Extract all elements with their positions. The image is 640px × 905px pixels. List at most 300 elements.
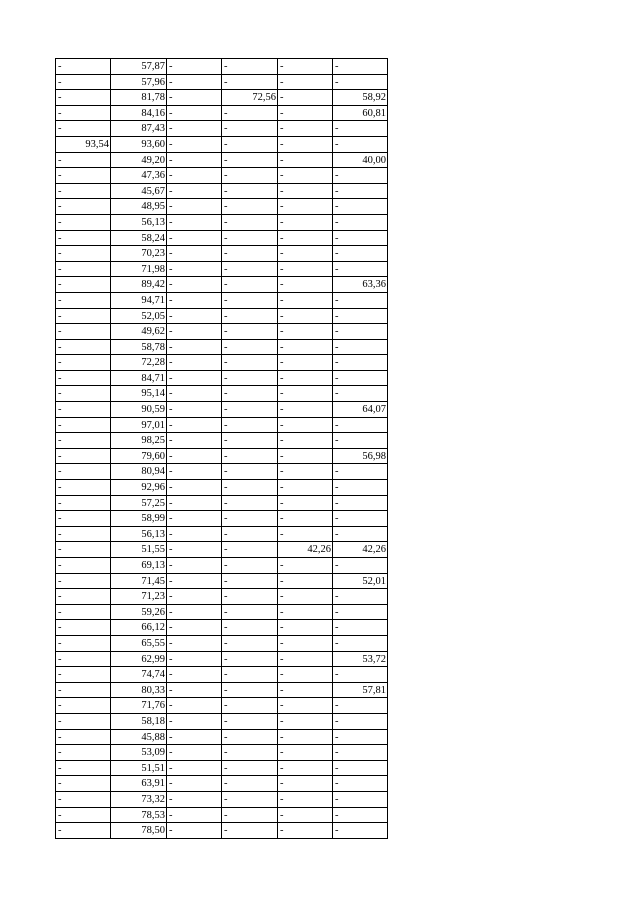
table-cell: - (56, 168, 111, 184)
table-row (56, 683, 388, 699)
table-cell: - (278, 433, 333, 449)
table-row (56, 558, 388, 574)
table-cell: - (222, 683, 278, 699)
table-cell: - (278, 355, 333, 371)
table-cell: - (333, 433, 388, 449)
table-cell: - (56, 527, 111, 543)
table-cell: - (278, 808, 333, 824)
table-cell: - (278, 449, 333, 465)
table-cell: 66,12 (111, 620, 167, 636)
table-cell: 93,54 (56, 137, 111, 153)
table-cell: - (333, 480, 388, 496)
table-cell: - (333, 199, 388, 215)
table-cell: 70,23 (111, 246, 167, 262)
table-cell: 84,71 (111, 371, 167, 387)
table-cell: - (56, 59, 111, 75)
table-cell: - (278, 340, 333, 356)
table-cell: - (333, 761, 388, 777)
table-row (56, 730, 388, 746)
table-cell: - (222, 542, 278, 558)
table-cell: 45,88 (111, 730, 167, 746)
table-cell: - (167, 90, 222, 106)
table-cell: 45,67 (111, 184, 167, 200)
table-cell: - (333, 808, 388, 824)
table-cell: - (333, 75, 388, 91)
table-row (56, 153, 388, 169)
data-table (55, 58, 388, 839)
table-cell: - (333, 698, 388, 714)
table-row (56, 215, 388, 231)
table-row (56, 199, 388, 215)
table-cell: - (56, 823, 111, 839)
table-row (56, 324, 388, 340)
table-cell: - (56, 745, 111, 761)
table-cell: - (278, 620, 333, 636)
table-cell: - (278, 231, 333, 247)
table-row (56, 511, 388, 527)
table-cell: 81,78 (111, 90, 167, 106)
table-cell: - (222, 761, 278, 777)
table-cell: - (56, 480, 111, 496)
table-cell: - (167, 449, 222, 465)
table-cell: 93,60 (111, 137, 167, 153)
table-cell: - (167, 386, 222, 402)
table-cell: - (167, 168, 222, 184)
table-cell: - (167, 714, 222, 730)
table-cell: 95,14 (111, 386, 167, 402)
table-cell: - (333, 730, 388, 746)
table-cell: 47,36 (111, 168, 167, 184)
table-cell: 57,25 (111, 496, 167, 512)
table-cell: - (167, 652, 222, 668)
table-cell: - (333, 262, 388, 278)
table-cell: - (333, 823, 388, 839)
table-cell: - (222, 153, 278, 169)
table-cell: - (278, 480, 333, 496)
table-cell: 97,01 (111, 418, 167, 434)
table-cell: - (167, 277, 222, 293)
table-cell: - (56, 714, 111, 730)
table-cell: - (56, 542, 111, 558)
table-cell: 64,07 (333, 402, 388, 418)
table-cell: - (222, 652, 278, 668)
table-cell: 60,81 (333, 106, 388, 122)
table-cell: - (56, 730, 111, 746)
table-cell: - (56, 153, 111, 169)
table-cell: 58,92 (333, 90, 388, 106)
table-cell: - (333, 605, 388, 621)
table-cell: 58,99 (111, 511, 167, 527)
table-cell: - (278, 293, 333, 309)
table-row (56, 605, 388, 621)
table-cell: 57,87 (111, 59, 167, 75)
table-row (56, 667, 388, 683)
table-cell: 92,96 (111, 480, 167, 496)
table-cell: - (56, 652, 111, 668)
table-cell: 89,42 (111, 277, 167, 293)
table-cell: - (167, 698, 222, 714)
table-cell: - (56, 402, 111, 418)
table-cell: - (222, 449, 278, 465)
table-cell: 48,95 (111, 199, 167, 215)
table-cell: - (167, 262, 222, 278)
table-row (56, 106, 388, 122)
table-cell: - (56, 90, 111, 106)
table-cell: - (222, 636, 278, 652)
table-cell: 40,00 (333, 153, 388, 169)
table-cell: - (56, 75, 111, 91)
table-cell: - (222, 262, 278, 278)
table-cell: - (278, 386, 333, 402)
table-cell: - (278, 792, 333, 808)
table-cell: - (222, 464, 278, 480)
table-cell: - (278, 153, 333, 169)
table-cell: - (56, 355, 111, 371)
table-row (56, 792, 388, 808)
table-row (56, 496, 388, 512)
table-cell: - (333, 324, 388, 340)
table-cell: - (56, 371, 111, 387)
table-cell: - (333, 667, 388, 683)
table-cell: - (167, 231, 222, 247)
table-cell: 78,50 (111, 823, 167, 839)
table-cell: - (56, 636, 111, 652)
table-row (56, 745, 388, 761)
table-cell: 84,16 (111, 106, 167, 122)
table-cell: 53,72 (333, 652, 388, 668)
table-cell: - (222, 433, 278, 449)
table-cell: - (56, 808, 111, 824)
table-cell: - (333, 355, 388, 371)
table-cell: - (222, 714, 278, 730)
table-cell: 56,13 (111, 527, 167, 543)
table-row (56, 480, 388, 496)
table-row (56, 137, 388, 153)
table-cell: - (56, 386, 111, 402)
table-cell: - (278, 137, 333, 153)
table-cell: - (278, 277, 333, 293)
table-cell: - (333, 386, 388, 402)
table-cell: - (56, 215, 111, 231)
table-cell: 71,76 (111, 698, 167, 714)
table-cell: - (278, 324, 333, 340)
table-cell: - (278, 776, 333, 792)
table-cell: - (56, 121, 111, 137)
table-cell: - (222, 355, 278, 371)
table-cell: - (333, 309, 388, 325)
table-row (56, 59, 388, 75)
table-cell: 90,59 (111, 402, 167, 418)
table-cell: - (222, 496, 278, 512)
table-cell: - (56, 324, 111, 340)
table-cell: - (333, 340, 388, 356)
table-cell: - (278, 496, 333, 512)
table-cell: - (222, 59, 278, 75)
table-cell: - (56, 246, 111, 262)
table-cell: - (167, 496, 222, 512)
table-cell: - (278, 246, 333, 262)
table-cell: - (222, 184, 278, 200)
table-cell: - (222, 605, 278, 621)
table-row (56, 309, 388, 325)
table-cell: - (222, 137, 278, 153)
table-cell: - (167, 683, 222, 699)
table-cell: - (333, 511, 388, 527)
table-cell: - (333, 246, 388, 262)
table-cell: - (333, 527, 388, 543)
table-cell: - (222, 121, 278, 137)
table-cell: - (222, 418, 278, 434)
table-cell: 52,05 (111, 309, 167, 325)
table-cell: - (278, 730, 333, 746)
table-cell: - (167, 418, 222, 434)
table-row (56, 823, 388, 839)
table-cell: - (56, 558, 111, 574)
table-row (56, 776, 388, 792)
table-cell: 56,98 (333, 449, 388, 465)
table-cell: - (167, 293, 222, 309)
table-cell: - (278, 558, 333, 574)
table-cell: - (278, 262, 333, 278)
table-row (56, 168, 388, 184)
table-cell: - (278, 636, 333, 652)
table-cell: - (167, 823, 222, 839)
table-cell: - (333, 714, 388, 730)
table-cell: - (278, 106, 333, 122)
table-cell: - (56, 589, 111, 605)
table-cell: - (56, 574, 111, 590)
table-cell: 65,55 (111, 636, 167, 652)
table-row (56, 714, 388, 730)
table-cell: - (222, 75, 278, 91)
table-cell: - (222, 745, 278, 761)
table-cell: - (222, 480, 278, 496)
table-cell: 52,01 (333, 574, 388, 590)
table-cell: - (333, 589, 388, 605)
table-cell: - (167, 402, 222, 418)
table-row (56, 589, 388, 605)
table-cell: 78,53 (111, 808, 167, 824)
table-cell: - (333, 293, 388, 309)
table-cell: - (333, 636, 388, 652)
table-cell: - (167, 153, 222, 169)
table-cell: 58,18 (111, 714, 167, 730)
table-cell: 72,28 (111, 355, 167, 371)
table-cell: - (222, 730, 278, 746)
table-cell: - (278, 75, 333, 91)
table-cell: - (333, 121, 388, 137)
table-cell: - (56, 418, 111, 434)
table-cell: 63,91 (111, 776, 167, 792)
table-cell: - (278, 215, 333, 231)
table-cell: - (222, 199, 278, 215)
table-row (56, 277, 388, 293)
table-cell: - (167, 75, 222, 91)
table-cell: - (167, 199, 222, 215)
table-row (56, 402, 388, 418)
table-cell: - (333, 792, 388, 808)
table-cell: - (167, 480, 222, 496)
table-cell: 51,55 (111, 542, 167, 558)
table-cell: 57,81 (333, 683, 388, 699)
table-cell: 56,13 (111, 215, 167, 231)
table-cell: - (222, 324, 278, 340)
table-cell: 59,26 (111, 605, 167, 621)
table-cell: - (167, 184, 222, 200)
table-row (56, 761, 388, 777)
table-cell: - (167, 574, 222, 590)
table-cell: 71,98 (111, 262, 167, 278)
table-row (56, 418, 388, 434)
table-cell: 72,56 (222, 90, 278, 106)
table-cell: - (333, 231, 388, 247)
table-cell: - (167, 808, 222, 824)
table-cell: 73,32 (111, 792, 167, 808)
table-cell: - (278, 59, 333, 75)
table-cell: - (167, 730, 222, 746)
table-cell: - (278, 371, 333, 387)
table-cell: 42,26 (278, 542, 333, 558)
table-row (56, 542, 388, 558)
table-cell: 58,78 (111, 340, 167, 356)
table-cell: 80,33 (111, 683, 167, 699)
table-cell: - (222, 246, 278, 262)
table-cell: - (222, 340, 278, 356)
table-cell: - (167, 59, 222, 75)
table-row (56, 527, 388, 543)
table-cell: - (56, 620, 111, 636)
table-row (56, 121, 388, 137)
table-cell: - (222, 106, 278, 122)
table-cell: 71,23 (111, 589, 167, 605)
table-cell: - (167, 558, 222, 574)
table-cell: - (333, 418, 388, 434)
table-cell: - (278, 418, 333, 434)
table-cell: - (278, 121, 333, 137)
table-cell: 62,99 (111, 652, 167, 668)
table-cell: - (167, 636, 222, 652)
table-cell: - (278, 168, 333, 184)
table-cell: - (167, 246, 222, 262)
table-cell: - (56, 293, 111, 309)
table-row (56, 340, 388, 356)
table-cell: - (56, 449, 111, 465)
table-cell: - (167, 137, 222, 153)
table-cell: - (333, 464, 388, 480)
table-cell: 57,96 (111, 75, 167, 91)
table-cell: - (56, 761, 111, 777)
table-row (56, 262, 388, 278)
table-cell: - (56, 262, 111, 278)
table-cell: - (333, 558, 388, 574)
table-cell: 49,20 (111, 153, 167, 169)
table-cell: - (222, 371, 278, 387)
table-row (56, 246, 388, 262)
table-cell: - (278, 683, 333, 699)
table-cell: - (222, 277, 278, 293)
table-cell: - (56, 277, 111, 293)
table-cell: 63,36 (333, 277, 388, 293)
table-row (56, 808, 388, 824)
table-cell: - (333, 59, 388, 75)
table-cell: - (167, 464, 222, 480)
table-cell: - (278, 309, 333, 325)
table-cell: - (167, 761, 222, 777)
table-cell: - (56, 792, 111, 808)
table-cell: - (167, 309, 222, 325)
table-cell: - (56, 496, 111, 512)
table-cell: 58,24 (111, 231, 167, 247)
table-cell: - (278, 745, 333, 761)
table-cell: - (167, 215, 222, 231)
table-cell: - (167, 667, 222, 683)
table-cell: - (278, 527, 333, 543)
table-cell: - (222, 823, 278, 839)
table-cell: - (167, 324, 222, 340)
table-cell: - (167, 792, 222, 808)
table-cell: - (56, 605, 111, 621)
table-cell: - (56, 199, 111, 215)
table-row (56, 371, 388, 387)
table-cell: - (56, 309, 111, 325)
table-cell: - (222, 168, 278, 184)
table-cell: - (222, 527, 278, 543)
table-row (56, 620, 388, 636)
table-cell: - (333, 776, 388, 792)
table-cell: - (222, 309, 278, 325)
table-cell: 71,45 (111, 574, 167, 590)
table-row (56, 184, 388, 200)
table-cell: - (222, 231, 278, 247)
table-cell: - (56, 433, 111, 449)
table-cell: - (222, 792, 278, 808)
table-cell: - (333, 745, 388, 761)
table-cell: 69,13 (111, 558, 167, 574)
table-cell: - (222, 215, 278, 231)
table-cell: - (278, 574, 333, 590)
table-cell: - (167, 106, 222, 122)
table-cell: - (167, 340, 222, 356)
table-cell: 74,74 (111, 667, 167, 683)
table-row (56, 449, 388, 465)
table-cell: - (222, 574, 278, 590)
table-cell: - (56, 184, 111, 200)
table-cell: - (167, 355, 222, 371)
table-row (56, 231, 388, 247)
table-cell: - (278, 605, 333, 621)
table-cell: 98,25 (111, 433, 167, 449)
table-row (56, 652, 388, 668)
table-cell: - (333, 168, 388, 184)
table-cell: - (222, 402, 278, 418)
table-cell: - (222, 558, 278, 574)
table-row (56, 698, 388, 714)
table-cell: 79,60 (111, 449, 167, 465)
table-cell: - (222, 293, 278, 309)
table-cell: - (278, 667, 333, 683)
table-row (56, 574, 388, 590)
table-cell: - (56, 106, 111, 122)
table-row (56, 433, 388, 449)
table-cell: - (167, 433, 222, 449)
table-cell: - (167, 527, 222, 543)
table-cell: - (56, 667, 111, 683)
table-cell: - (278, 511, 333, 527)
table-cell: 53,09 (111, 745, 167, 761)
table-cell: - (222, 698, 278, 714)
table-cell: - (222, 511, 278, 527)
table-cell: - (167, 776, 222, 792)
